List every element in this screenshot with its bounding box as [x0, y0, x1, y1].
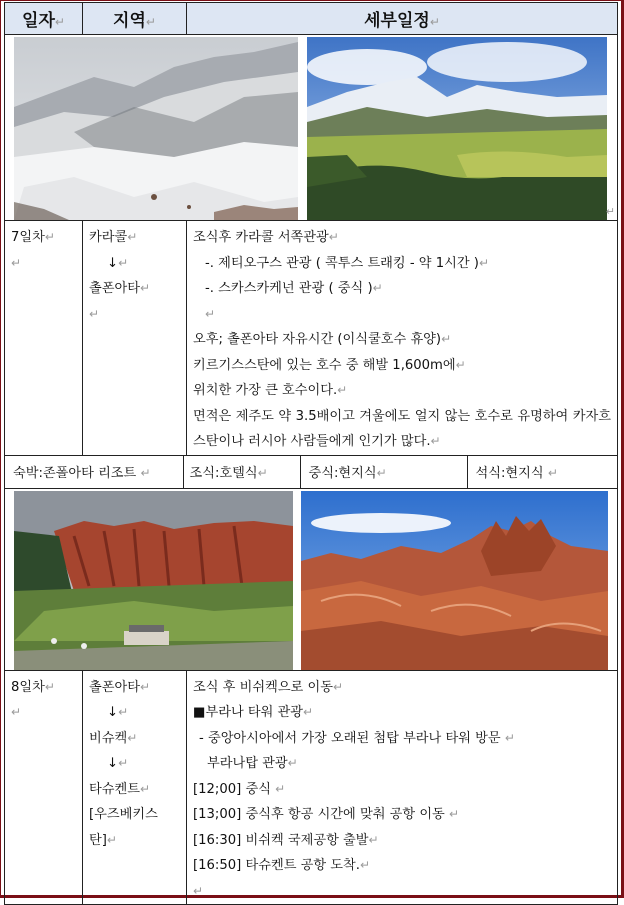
day8-region-cell: 촐폰아타↵ ↓↵ 비슈켁↵ ↓↵ 타슈켄트↵ [우즈베키스 탄]↵: [83, 670, 187, 905]
red-rock-formations-photo: [301, 491, 608, 670]
dinner-label: 석식:현지식: [475, 466, 544, 481]
day8-day-label: 8일차: [11, 679, 45, 695]
schedule-line: 부라나탑 관광: [207, 756, 288, 771]
photo-cell-day8: [5, 488, 618, 670]
red-rock-cliffs-photo: [14, 491, 293, 670]
schedule-line: -. 스카스카케넌 관광 ( 중식 ): [205, 281, 373, 296]
day7-row: [5, 221, 618, 456]
day7-schedule-cell: 조식후 카라콜 서쪽관광↵ -. 제티오구스 관광 ( 콕투스 트래킹 - 약 1시간 )↵ -. 스카스카케넌 관광 ( 중식 )↵ ↵ 오후; 촐폰아타 자유시간 (이식쿨호수 휴양)↵ 키르기스스탄에 있는 호수 중 해발 1,600m에↵ 위치한 가장 큰 호수이다.↵ 면적은 제주도 약 3.5배이고 겨울에도 얼지 않는 호수로 유명하여 카자흐스탄이나 러시아 사람들에게 인기가 많다.↵: [187, 221, 618, 456]
schedule-line: [16:50] 타슈켄트 공항 도착.: [193, 858, 360, 873]
schedule-paragraph: 면적은 제주도 약 3.5배이고 겨울에도 얼지 않는 호수로 유명하여 카자흐스탄이나 러시아 사람들에게 인기가 많다.: [193, 408, 611, 449]
schedule-line: [16:30] 비쉬켁 국제공항 출발: [193, 832, 369, 848]
schedule-line: 오후; 촐폰아타 자유시간 (이식쿨호수 휴양): [193, 332, 442, 347]
day8-row: [5, 670, 618, 905]
region-cholpon-ata: 촐폰아타: [89, 281, 140, 296]
schedule-line: [12;00] 중식: [193, 781, 271, 797]
photo-cell-day7: ↵: [5, 35, 618, 221]
region-bishkek: 비슈켁: [89, 730, 128, 746]
lunch-cell: 중식:현지식↵: [300, 456, 467, 488]
breakfast-cell: 조식:호텔식↵: [183, 456, 300, 488]
alpine-valley-forest-photo: [307, 37, 607, 220]
region-cholpon-ata: 촐폰아타: [89, 679, 140, 695]
header-detail: 세부일정↵: [187, 3, 618, 35]
day7-day-cell: 7일차↵ ↵: [5, 221, 83, 456]
day7-meals-cell: [5, 455, 618, 488]
schedule-line: 위치한 가장 큰 호수이다.: [193, 383, 338, 398]
region-arrow: ↓: [107, 255, 119, 271]
schedule-line: 조식후 카라콜 서쪽관광: [193, 230, 329, 245]
lunch-label: 중식:현지식: [308, 466, 377, 481]
photo-row-day7: [5, 35, 618, 221]
day7-day-label: 7일차: [11, 230, 45, 245]
snowy-mountain-valley-photo: [14, 37, 298, 220]
region-uzbekistan: [우즈베키스: [89, 807, 158, 822]
header-region: 지역↵: [83, 3, 187, 35]
day7-meals-row: [5, 455, 618, 488]
day8-day-cell: 8일차↵ ↵: [5, 670, 83, 905]
photo-row-day8: [5, 488, 618, 670]
region-uzbekistan-end: 탄]: [89, 832, 107, 848]
region-arrow: ↓: [107, 756, 119, 771]
breakfast-label: 조식:호텔식: [189, 466, 258, 481]
lodging-label: 숙박:존폴아타 리조트: [13, 466, 137, 481]
header-row: [5, 3, 618, 35]
region-karakol: 카라콜: [89, 230, 128, 245]
itinerary-table: [4, 2, 618, 905]
header-day: 일자↵: [5, 3, 83, 35]
region-tashkent: 타슈켄트: [89, 781, 140, 797]
schedule-line: 키르기스스탄에 있는 호수 중 해발 1,600m에: [193, 357, 456, 373]
dinner-cell: 석식:현지식 ↵: [475, 466, 558, 481]
schedule-line: -. 제티오구스 관광 ( 콕투스 트래킹 - 약 1시간 ): [205, 255, 479, 271]
schedule-line: [13;00] 중식후 항공 시간에 맞춰 공항 이동: [193, 807, 445, 822]
lodging-cell: 숙박:존폴아타 리조트 ↵: [5, 456, 183, 488]
day8-schedule-cell: 조식 후 비쉬켁으로 이동↵ ■부라나 타워 관광↵ - 중앙아시아에서 가장 오래된 첨탑 부라나 타워 방문 ↵ 부라나탑 관광↵ [12;00] 중식 ↵ [13;00] 중식후 항공 시간에 맞춰 공항 이동 ↵ [16:30] 비쉬켁 국제공항 출발↵ [16:50] 타슈켄트 공항 도착.↵ ↵: [187, 670, 618, 905]
schedule-line: 조식 후 비쉬켁으로 이동: [193, 679, 333, 695]
schedule-heading: ■부라나 타워 관광: [193, 705, 304, 720]
meals-subtable: [5, 456, 618, 488]
schedule-line: - 중앙아시아에서 가장 오래된 첨탑 부라나 타워 방문: [199, 730, 501, 746]
day7-region-cell: 카라콜↵ ↓↵ 촐폰아타↵ ↵: [83, 221, 187, 456]
region-arrow: ↓: [107, 705, 119, 720]
